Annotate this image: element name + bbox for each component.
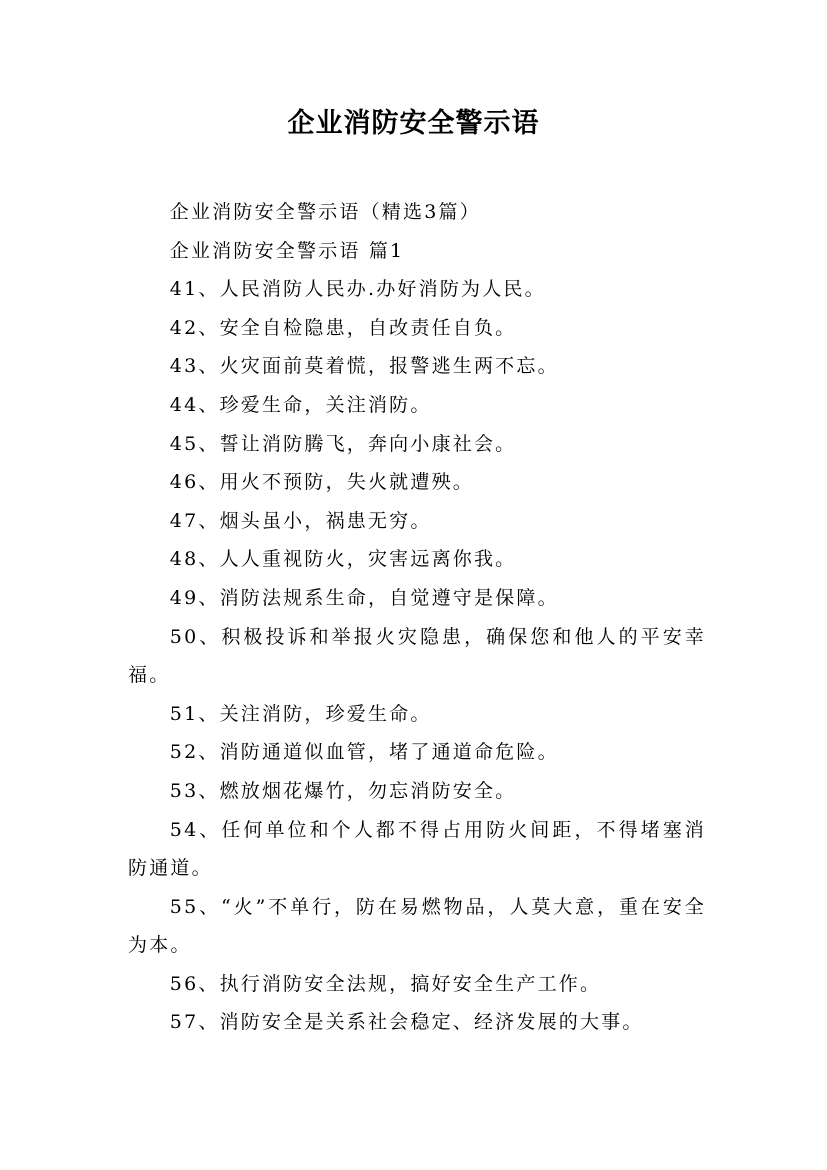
slogan-51: 51、关注消防，珍爱生命。 (169, 702, 432, 725)
slogan-54: 54、任何单位和个人都不得占用防火间距，不得堵塞消防通道。 (128, 818, 706, 880)
slogan-43: 43、火灾面前莫着慌，报警逃生两不忘。 (169, 355, 559, 378)
slogan-50: 50、积极投诉和举报火灾隐患，确保您和他人的平安幸福。 (128, 625, 706, 687)
slogan-47: 47、烟头虽小，祸患无穷。 (169, 509, 432, 532)
slogan-57: 57、消防安全是关系社会稳定、经济发展的大事。 (169, 1011, 644, 1034)
slogan-52: 52、消防通道似血管，堵了通道命危险。 (169, 741, 559, 764)
slogan-56: 56、执行消防安全法规，搞好安全生产工作。 (169, 972, 602, 995)
slogan-49: 49、消防法规系生命，自觉遵守是保障。 (169, 586, 559, 609)
slogan-45: 45、誓让消防腾飞，奔向小康社会。 (169, 432, 517, 455)
slogan-48: 48、人人重视防火，灾害远离你我。 (169, 548, 517, 571)
slogan-42: 42、安全自检隐患，自改责任自负。 (169, 316, 517, 339)
paragraph-subtitle: 企业消防安全警示语（精选3篇） (169, 201, 481, 223)
slogan-53: 53、燃放烟花爆竹，勿忘消防安全。 (169, 779, 517, 802)
document-title: 企业消防安全警示语 (287, 108, 540, 139)
slogan-46: 46、用火不预防，失火就遭殃。 (169, 471, 474, 494)
slogan-41: 41、人民消防人民办.办好消防为人民。 (169, 278, 546, 301)
document-body (128, 193, 706, 1042)
slogan-55: 55、“火”不单行，防在易燃物品，人莫大意，重在安全为本。 (128, 895, 706, 957)
paragraph-section-heading: 企业消防安全警示语 篇1 (169, 239, 405, 262)
slogan-44: 44、珍爱生命，关注消防。 (169, 393, 432, 416)
